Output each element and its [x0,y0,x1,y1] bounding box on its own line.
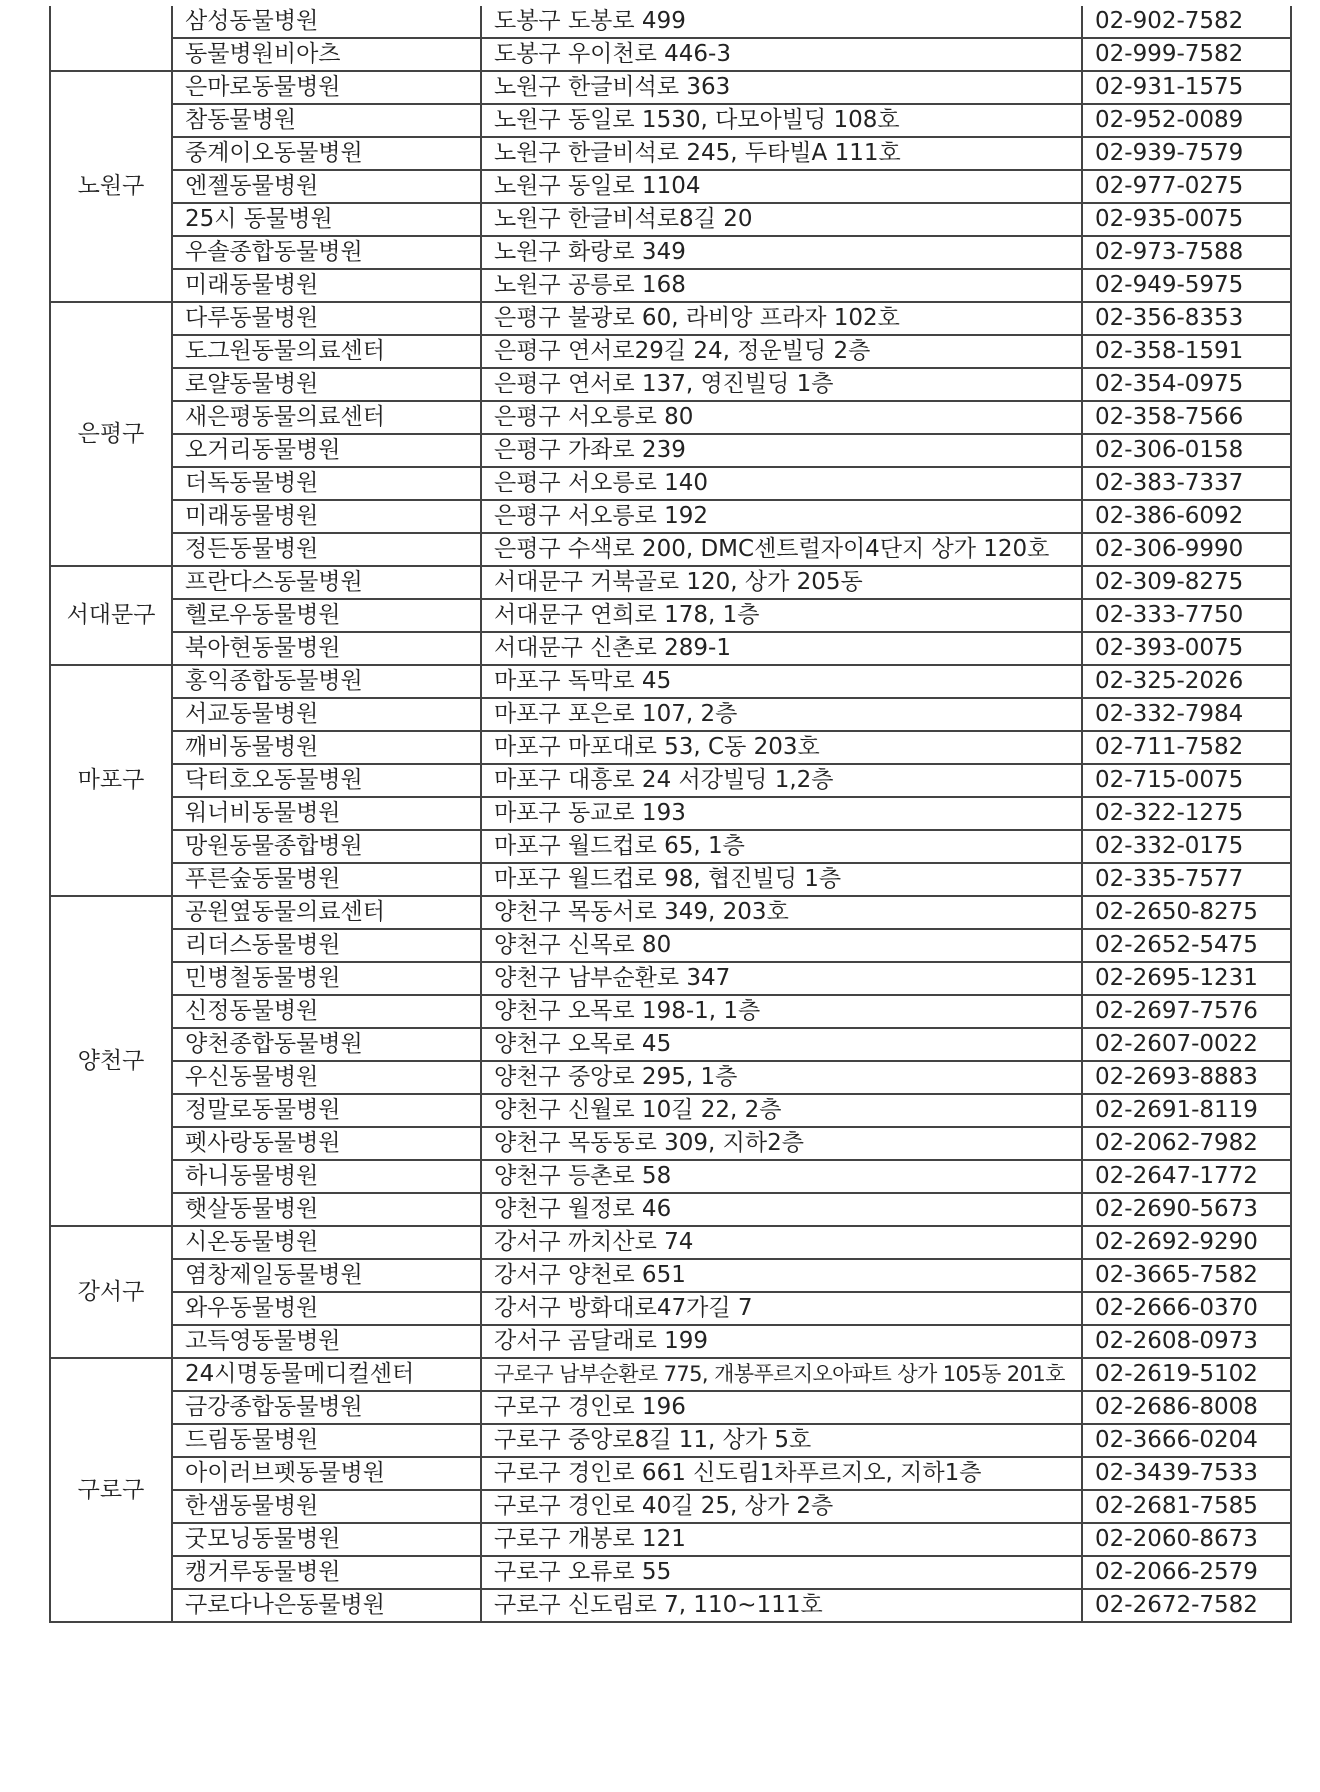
address-cell: 도봉구 도봉로 499 [481,6,1082,38]
address-cell: 노원구 한글비석로 245, 두타빌A 111호 [481,137,1082,170]
district-cell [50,6,172,71]
hospital-name-cell: 양천종합동물병원 [172,1028,481,1061]
hospital-name-cell: 25시 동물병원 [172,203,481,236]
phone-cell: 02-2691-8119 [1082,1094,1291,1127]
address-cell: 구로구 신도림로 7, 110~111호 [481,1589,1082,1622]
table-row [50,731,1291,764]
address-cell: 양천구 중앙로 295, 1층 [481,1061,1082,1094]
table-row [50,632,1291,665]
phone-cell: 02-2672-7582 [1082,1589,1291,1622]
address-cell: 구로구 개봉로 121 [481,1523,1082,1556]
address-cell: 마포구 대흥로 24 서강빌딩 1,2층 [481,764,1082,797]
hospital-table-body [50,6,1291,1622]
address-cell: 은평구 서오릉로 192 [481,500,1082,533]
address-cell: 양천구 목동동로 309, 지하2층 [481,1127,1082,1160]
address-cell: 노원구 공릉로 168 [481,269,1082,302]
hospital-name-cell: 정말로동물병원 [172,1094,481,1127]
district-cell: 서대문구 [50,566,172,665]
hospital-name-cell: 새은평동물의료센터 [172,401,481,434]
phone-cell: 02-2693-8883 [1082,1061,1291,1094]
hospital-name-cell: 민병철동물병원 [172,962,481,995]
hospital-name-cell: 헬로우동물병원 [172,599,481,632]
phone-cell: 02-977-0275 [1082,170,1291,203]
address-cell: 구로구 중앙로8길 11, 상가 5호 [481,1424,1082,1457]
hospital-name-cell: 동물병원비아츠 [172,38,481,71]
address-cell: 은평구 불광로 60, 라비앙 프라자 102호 [481,302,1082,335]
address-cell: 강서구 까치산로 74 [481,1226,1082,1259]
phone-cell: 02-3665-7582 [1082,1259,1291,1292]
hospital-name-cell: 삼성동물병원 [172,6,481,38]
table-row [50,500,1291,533]
phone-cell: 02-2607-0022 [1082,1028,1291,1061]
phone-cell: 02-306-0158 [1082,434,1291,467]
hospital-name-cell: 드림동물병원 [172,1424,481,1457]
phone-cell: 02-2666-0370 [1082,1292,1291,1325]
hospital-name-cell: 워너비동물병원 [172,797,481,830]
table-row [50,170,1291,203]
hospital-name-cell: 더독동물병원 [172,467,481,500]
phone-cell: 02-332-7984 [1082,698,1291,731]
hospital-name-cell: 오거리동물병원 [172,434,481,467]
address-cell: 마포구 독막로 45 [481,665,1082,698]
table-row [50,1094,1291,1127]
phone-cell: 02-2681-7585 [1082,1490,1291,1523]
hospital-name-cell: 염창제일동물병원 [172,1259,481,1292]
hospital-name-cell: 정든동물병원 [172,533,481,566]
address-cell: 강서구 방화대로47가길 7 [481,1292,1082,1325]
phone-cell: 02-309-8275 [1082,566,1291,599]
address-cell: 도봉구 우이천로 446-3 [481,38,1082,71]
table-row [50,1292,1291,1325]
phone-cell: 02-325-2026 [1082,665,1291,698]
address-cell: 양천구 남부순환로 347 [481,962,1082,995]
table-row [50,137,1291,170]
hospital-name-cell: 신정동물병원 [172,995,481,1028]
hospital-name-cell: 고득영동물병원 [172,1325,481,1358]
phone-cell: 02-333-7750 [1082,599,1291,632]
hospital-name-cell: 서교동물병원 [172,698,481,731]
table-row [50,797,1291,830]
address-cell: 은평구 연서로29길 24, 정운빌딩 2층 [481,335,1082,368]
phone-cell: 02-949-5975 [1082,269,1291,302]
phone-cell: 02-358-1591 [1082,335,1291,368]
table-row [50,698,1291,731]
table-row [50,368,1291,401]
district-cell: 구로구 [50,1358,172,1622]
hospital-name-cell: 한샘동물병원 [172,1490,481,1523]
table-row [50,401,1291,434]
table-row [50,1391,1291,1424]
phone-cell: 02-2652-5475 [1082,929,1291,962]
address-cell: 마포구 동교로 193 [481,797,1082,830]
address-cell: 구로구 경인로 661 신도림1차푸르지오, 지하1층 [481,1457,1082,1490]
hospital-name-cell: 아이러브펫동물병원 [172,1457,481,1490]
table-row [50,335,1291,368]
table-row [50,1325,1291,1358]
phone-cell: 02-3666-0204 [1082,1424,1291,1457]
phone-cell: 02-2062-7982 [1082,1127,1291,1160]
table-row [50,566,1291,599]
hospital-name-cell: 프란다스동물병원 [172,566,481,599]
phone-cell: 02-999-7582 [1082,38,1291,71]
hospital-name-cell: 홍익종합동물병원 [172,665,481,698]
hospital-name-cell: 미래동물병원 [172,500,481,533]
hospital-name-cell: 엔젤동물병원 [172,170,481,203]
hospital-name-cell: 공원옆동물의료센터 [172,896,481,929]
hospital-name-cell: 다루동물병원 [172,302,481,335]
phone-cell: 02-2060-8673 [1082,1523,1291,1556]
table-row [50,38,1291,71]
address-cell: 은평구 수색로 200, DMC센트럴자이4단지 상가 120호 [481,533,1082,566]
hospital-name-cell: 참동물병원 [172,104,481,137]
phone-cell: 02-2650-8275 [1082,896,1291,929]
phone-cell: 02-354-0975 [1082,368,1291,401]
hospital-name-cell: 굿모닝동물병원 [172,1523,481,1556]
table-row [50,1424,1291,1457]
hospital-name-cell: 햇살동물병원 [172,1193,481,1226]
phone-cell: 02-2697-7576 [1082,995,1291,1028]
table-row [50,1358,1291,1391]
hospital-name-cell: 중계이오동물병원 [172,137,481,170]
phone-cell: 02-358-7566 [1082,401,1291,434]
hospital-name-cell: 캥거루동물병원 [172,1556,481,1589]
table-row [50,599,1291,632]
address-cell: 구로구 오류로 55 [481,1556,1082,1589]
table-row [50,1127,1291,1160]
district-cell: 마포구 [50,665,172,896]
hospital-name-cell: 와우동물병원 [172,1292,481,1325]
table-row [50,236,1291,269]
address-cell: 강서구 양천로 651 [481,1259,1082,1292]
table-row [50,1061,1291,1094]
address-cell: 양천구 목동서로 349, 203호 [481,896,1082,929]
address-cell: 마포구 마포대로 53, C동 203호 [481,731,1082,764]
address-cell: 양천구 등촌로 58 [481,1160,1082,1193]
address-cell: 구로구 경인로 196 [481,1391,1082,1424]
table-row [50,1193,1291,1226]
table-row [50,1457,1291,1490]
address-cell: 은평구 연서로 137, 영진빌딩 1층 [481,368,1082,401]
hospital-name-cell: 금강종합동물병원 [172,1391,481,1424]
table-row [50,665,1291,698]
hospital-name-cell: 푸른숲동물병원 [172,863,481,896]
phone-cell: 02-935-0075 [1082,203,1291,236]
table-row [50,1556,1291,1589]
phone-cell: 02-335-7577 [1082,863,1291,896]
address-cell: 양천구 월정로 46 [481,1193,1082,1226]
address-cell: 마포구 월드컵로 65, 1층 [481,830,1082,863]
hospital-name-cell: 구로다나은동물병원 [172,1589,481,1622]
hospital-name-cell: 미래동물병원 [172,269,481,302]
address-cell: 은평구 가좌로 239 [481,434,1082,467]
phone-cell: 02-952-0089 [1082,104,1291,137]
district-cell: 은평구 [50,302,172,566]
table-row [50,896,1291,929]
table-row [50,1259,1291,1292]
hospital-name-cell: 하니동물병원 [172,1160,481,1193]
phone-cell: 02-3439-7533 [1082,1457,1291,1490]
table-row [50,6,1291,38]
table-row [50,302,1291,335]
table-row [50,1160,1291,1193]
address-cell: 마포구 포은로 107, 2층 [481,698,1082,731]
phone-cell: 02-2695-1231 [1082,962,1291,995]
district-cell: 양천구 [50,896,172,1226]
phone-cell: 02-2686-8008 [1082,1391,1291,1424]
hospital-name-cell: 24시명동물메디컬센터 [172,1358,481,1391]
address-cell: 은평구 서오릉로 80 [481,401,1082,434]
address-cell: 서대문구 신촌로 289-1 [481,632,1082,665]
address-cell: 양천구 신월로 10길 22, 2층 [481,1094,1082,1127]
table-row [50,764,1291,797]
table-row [50,533,1291,566]
phone-cell: 02-356-8353 [1082,302,1291,335]
hospital-name-cell: 시온동물병원 [172,1226,481,1259]
table-row [50,1523,1291,1556]
hospital-name-cell: 펫사랑동물병원 [172,1127,481,1160]
hospital-name-cell: 닥터호오동물병원 [172,764,481,797]
address-cell: 노원구 동일로 1104 [481,170,1082,203]
table-row [50,995,1291,1028]
phone-cell: 02-973-7588 [1082,236,1291,269]
phone-cell: 02-2066-2579 [1082,1556,1291,1589]
phone-cell: 02-322-1275 [1082,797,1291,830]
phone-cell: 02-383-7337 [1082,467,1291,500]
phone-cell: 02-931-1575 [1082,71,1291,104]
table-row [50,1589,1291,1622]
table-row [50,962,1291,995]
address-cell: 노원구 한글비석로8길 20 [481,203,1082,236]
hospital-name-cell: 로얄동물병원 [172,368,481,401]
address-cell: 서대문구 연희로 178, 1층 [481,599,1082,632]
table-row [50,71,1291,104]
phone-cell: 02-711-7582 [1082,731,1291,764]
phone-cell: 02-2690-5673 [1082,1193,1291,1226]
phone-cell: 02-939-7579 [1082,137,1291,170]
address-cell: 구로구 남부순환로 775, 개봉푸르지오아파트 상가 105동 201호 [481,1358,1082,1391]
table-row [50,830,1291,863]
table-row [50,929,1291,962]
hospital-name-cell: 북아현동물병원 [172,632,481,665]
hospital-name-cell: 도그원동물의료센터 [172,335,481,368]
hospital-name-cell: 망원동물종합병원 [172,830,481,863]
table-row [50,1028,1291,1061]
table-row [50,269,1291,302]
address-cell: 서대문구 거북골로 120, 상가 205동 [481,566,1082,599]
phone-cell: 02-306-9990 [1082,533,1291,566]
phone-cell: 02-386-6092 [1082,500,1291,533]
address-cell: 구로구 경인로 40길 25, 상가 2층 [481,1490,1082,1523]
phone-cell: 02-715-0075 [1082,764,1291,797]
address-cell: 양천구 오목로 45 [481,1028,1082,1061]
table-row [50,104,1291,137]
phone-cell: 02-2619-5102 [1082,1358,1291,1391]
hospital-table [49,6,1292,1623]
address-cell: 양천구 신목로 80 [481,929,1082,962]
phone-cell: 02-2608-0973 [1082,1325,1291,1358]
phone-cell: 02-332-0175 [1082,830,1291,863]
address-cell: 마포구 월드컵로 98, 협진빌딩 1층 [481,863,1082,896]
table-row [50,1490,1291,1523]
address-cell: 노원구 동일로 1530, 다모아빌딩 108호 [481,104,1082,137]
hospital-name-cell: 우솔종합동물병원 [172,236,481,269]
table-row [50,467,1291,500]
address-cell: 강서구 곰달래로 199 [481,1325,1082,1358]
table-row [50,1226,1291,1259]
address-cell: 양천구 오목로 198-1, 1층 [481,995,1082,1028]
district-cell: 노원구 [50,71,172,302]
table-row [50,434,1291,467]
phone-cell: 02-2692-9290 [1082,1226,1291,1259]
hospital-name-cell: 우신동물병원 [172,1061,481,1094]
hospital-name-cell: 은마로동물병원 [172,71,481,104]
address-cell: 노원구 한글비석로 363 [481,71,1082,104]
address-cell: 은평구 서오릉로 140 [481,467,1082,500]
table-row [50,863,1291,896]
hospital-name-cell: 깨비동물병원 [172,731,481,764]
district-cell: 강서구 [50,1226,172,1358]
hospital-directory [49,6,1292,1623]
hospital-name-cell: 리더스동물병원 [172,929,481,962]
phone-cell: 02-2647-1772 [1082,1160,1291,1193]
address-cell: 노원구 화랑로 349 [481,236,1082,269]
phone-cell: 02-393-0075 [1082,632,1291,665]
phone-cell: 02-902-7582 [1082,6,1291,38]
table-row [50,203,1291,236]
